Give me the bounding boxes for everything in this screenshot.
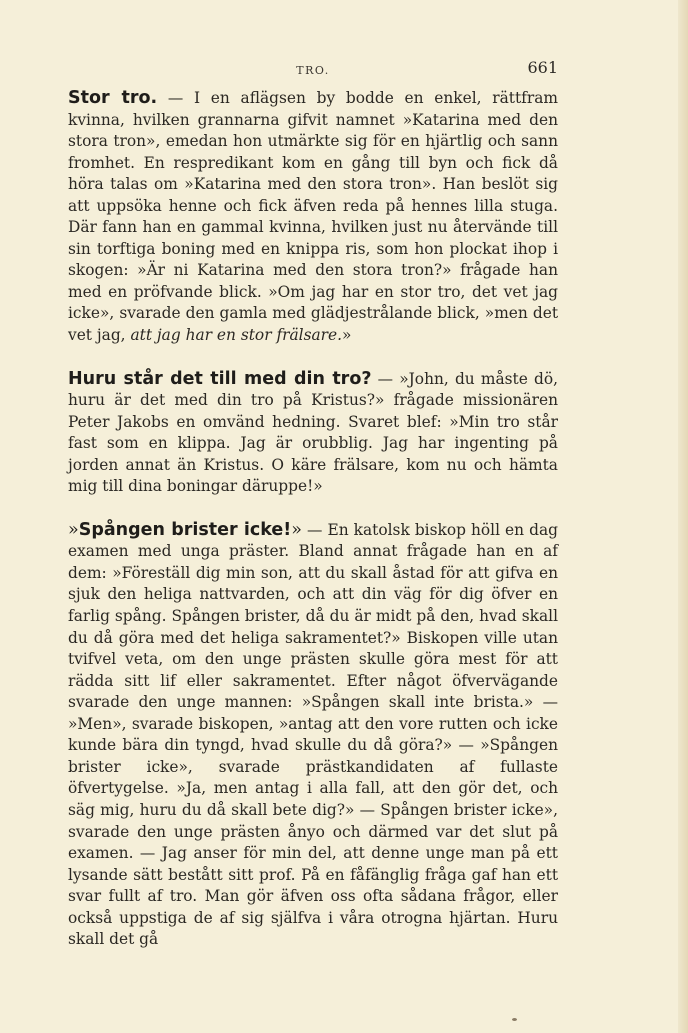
paragraph-text: — En katolsk biskop höll en dag examen med unga präster. Bland annat frågade han en af dem: »Föreställ dig min son, att du skall åstad för att gifva en sjuk den heliga nattvarden, och att din väg för dig öfver en farlig spång. Spången brister, då du är midt på den, hvad skall du då göra med det heliga sakramentet?» Biskopen ville utan tvifvel veta, om den unge prästen skulle göra mest för att rädda sitt lif eller sakramentet. Efter något öfvervägande svarade den unge mannen: »Spången skall inte brista.» — »Men», svarade biskopen, »antag att den vore rutten och icke kunde bära din tyngd, hvad skulle du då göra?» — »Spången brister icke», svarade prästkandidaten af fullaste öfvertygelse. »Ja, men antag i alla fall, att den gör det, och säg mig, huru du då skall bete dig?» — Spången brister icke», svarade den unge prästen ånyo och därmed var det slut på examen. — Jag anser för min del, att denne unge man på ett lysande sätt bestått sitt prof. På en fåfänglig fråga gaf han ett svar fullt af tro. Man gör äfven oss ofta sådana frågor, eller också uppstiga de af sig själfva i våra otrogna hjärtan. Huru skall det gå xyxy=(68,520,558,949)
paragraph-stor-tro xyxy=(68,88,558,347)
paragraph-text: — »John, du måste dö, huru är det med din tro på Kristus?» frågade missionären Peter Jakobs en omvänd hedning. Svaret blef: »Min tro står fast som en klippa. Jag är orubblig. Jag har ingenting på jorden annat än Kristus. O käre frälsare, kom nu och hämta mig till dina boningar däruppe!» xyxy=(68,369,558,496)
closing-quote: » xyxy=(342,326,352,345)
ink-speck xyxy=(512,1018,517,1021)
paragraph-spangen-brister xyxy=(68,520,558,951)
paragraph-huru-star-det xyxy=(68,369,558,498)
heading-close-quote: » xyxy=(291,519,303,540)
emphasized-text: att jag har en stor frälsare. xyxy=(130,326,343,345)
page-number: 661 xyxy=(527,58,558,77)
section-heading-stor-tro: Stor tro. xyxy=(68,88,158,108)
heading-open-quote: » xyxy=(68,519,79,540)
section-heading-huru-star-det: Huru står det till med din tro? xyxy=(68,368,372,389)
running-head: TRO. xyxy=(296,64,330,77)
page-body xyxy=(68,88,558,951)
section-heading-spangen-brister: Spången brister icke! xyxy=(78,519,292,540)
page-header xyxy=(68,58,558,82)
page-edge xyxy=(678,0,688,1033)
paragraph-text: — I en aflägsen by bodde en enkel, rättfram kvinna, hvilken grannarna gifvit namnet »Katarina med den stora tron», emedan hon utmärkte sig för en hjärtlig och sann fromhet. En respredikant kom en gång till byn och fick då höra talas om »Katarina med den stora tron». Han beslöt sig att uppsöka henne och fick äfven reda på hennes lilla stuga. Där fann han en gammal kvinna, hvilken just nu återvände till sin torftiga boning med en knippa ris, som hon plockat ihop i skogen: »Är ni Katarina med den stora tron?» frågade han med en pröfvande blick. »Om jag har en stor tro, det vet jag icke», svarade den gamla med glädjestrålande blick, »men det vet jag, xyxy=(68,89,558,345)
